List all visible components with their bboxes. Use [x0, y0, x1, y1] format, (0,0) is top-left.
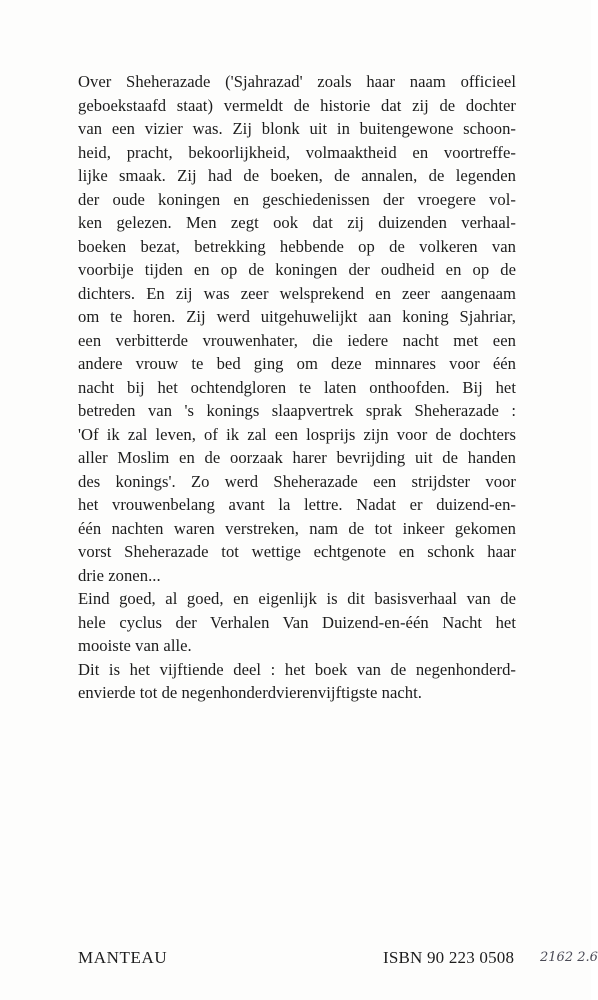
blurb-line: envierde tot de negenhonderdvierenvijftigste nacht.	[78, 683, 422, 702]
blurb-line: het vrouwenbelang avant la lettre. Nadat er duizend-en-	[78, 495, 516, 514]
publisher-name: MANTEAU	[78, 948, 168, 967]
blurb-line: betreden van 's konings slaapvertrek sprak Sheherazade :	[78, 401, 516, 420]
blurb-line: 'Of ik zal leven, of ik zal een losprijs zijn voor de dochters	[78, 424, 516, 444]
blurb-line: ken gelezen. Men zegt ook dat zij duizenden verhaal-	[78, 213, 516, 232]
blurb-line: vorst Sheherazade tot wettige echtgenote en schonk haar	[78, 542, 516, 561]
blurb-line: dichters. En zij was zeer welsprekend en zeer aangenaam	[78, 283, 516, 303]
blurb-line: van een vizier was. Zij blonk uit in buitengewone schoon-	[78, 119, 516, 138]
blurb-line: aller Moslim en de oorzaak harer bevrijding uit de handen	[78, 448, 516, 467]
blurb-line: lijke smaak. Zij had de boeken, de annalen, de legenden	[78, 166, 516, 185]
blurb-line: één nachten waren verstreken, nam de tot inkeer gekomen	[78, 518, 516, 538]
blurb-line: om te horen. Zij werd uitgehuwelijkt aan koning Sjahriar,	[78, 307, 516, 326]
blurb-line: voorbije tijden en op de koningen der oudheid en op de	[78, 260, 516, 279]
handwritten-price-mark: 2162 2.6	[540, 950, 598, 965]
blurb-line: een verbitterde vrouwenhater, die iedere nacht met een	[78, 330, 516, 350]
blurb-line: andere vrouw te bed ging om deze minnares voor één	[78, 354, 516, 373]
blurb-line: Eind goed, al goed, en eigenlijk is dit basisverhaal van de	[78, 589, 516, 608]
blurb-line: Over Sheherazade ('Sjahrazad' zoals haar naam officieel	[78, 72, 516, 91]
blurb-text	[78, 70, 516, 705]
blurb-line: drie zonen...	[78, 565, 161, 585]
blurb-line: nacht bij het ochtendgloren te laten onthoofden. Bij het	[78, 377, 516, 397]
isbn-number: ISBN 90 223 0508	[383, 948, 515, 967]
blurb-line: geboekstaafd staat) vermeldt de historie dat zij de dochter	[78, 95, 516, 115]
blurb-line: der oude koningen en geschiedenissen der vroegere vol-	[78, 189, 516, 209]
blurb-line: boeken bezat, betrekking hebbende op de volkeren van	[78, 236, 516, 256]
blurb-line: heid, pracht, bekoorlijkheid, volmaaktheid en voortreffe-	[78, 142, 516, 162]
blurb-line: mooiste van alle.	[78, 636, 192, 655]
blurb-line: Dit is het vijftiende deel : het boek van de negenhonderd-	[78, 659, 516, 679]
blurb-line: des konings'. Zo werd Sheherazade een strijdster voor	[78, 471, 516, 491]
blurb-line: hele cyclus der Verhalen Van Duizend-en-één Nacht het	[78, 612, 516, 632]
